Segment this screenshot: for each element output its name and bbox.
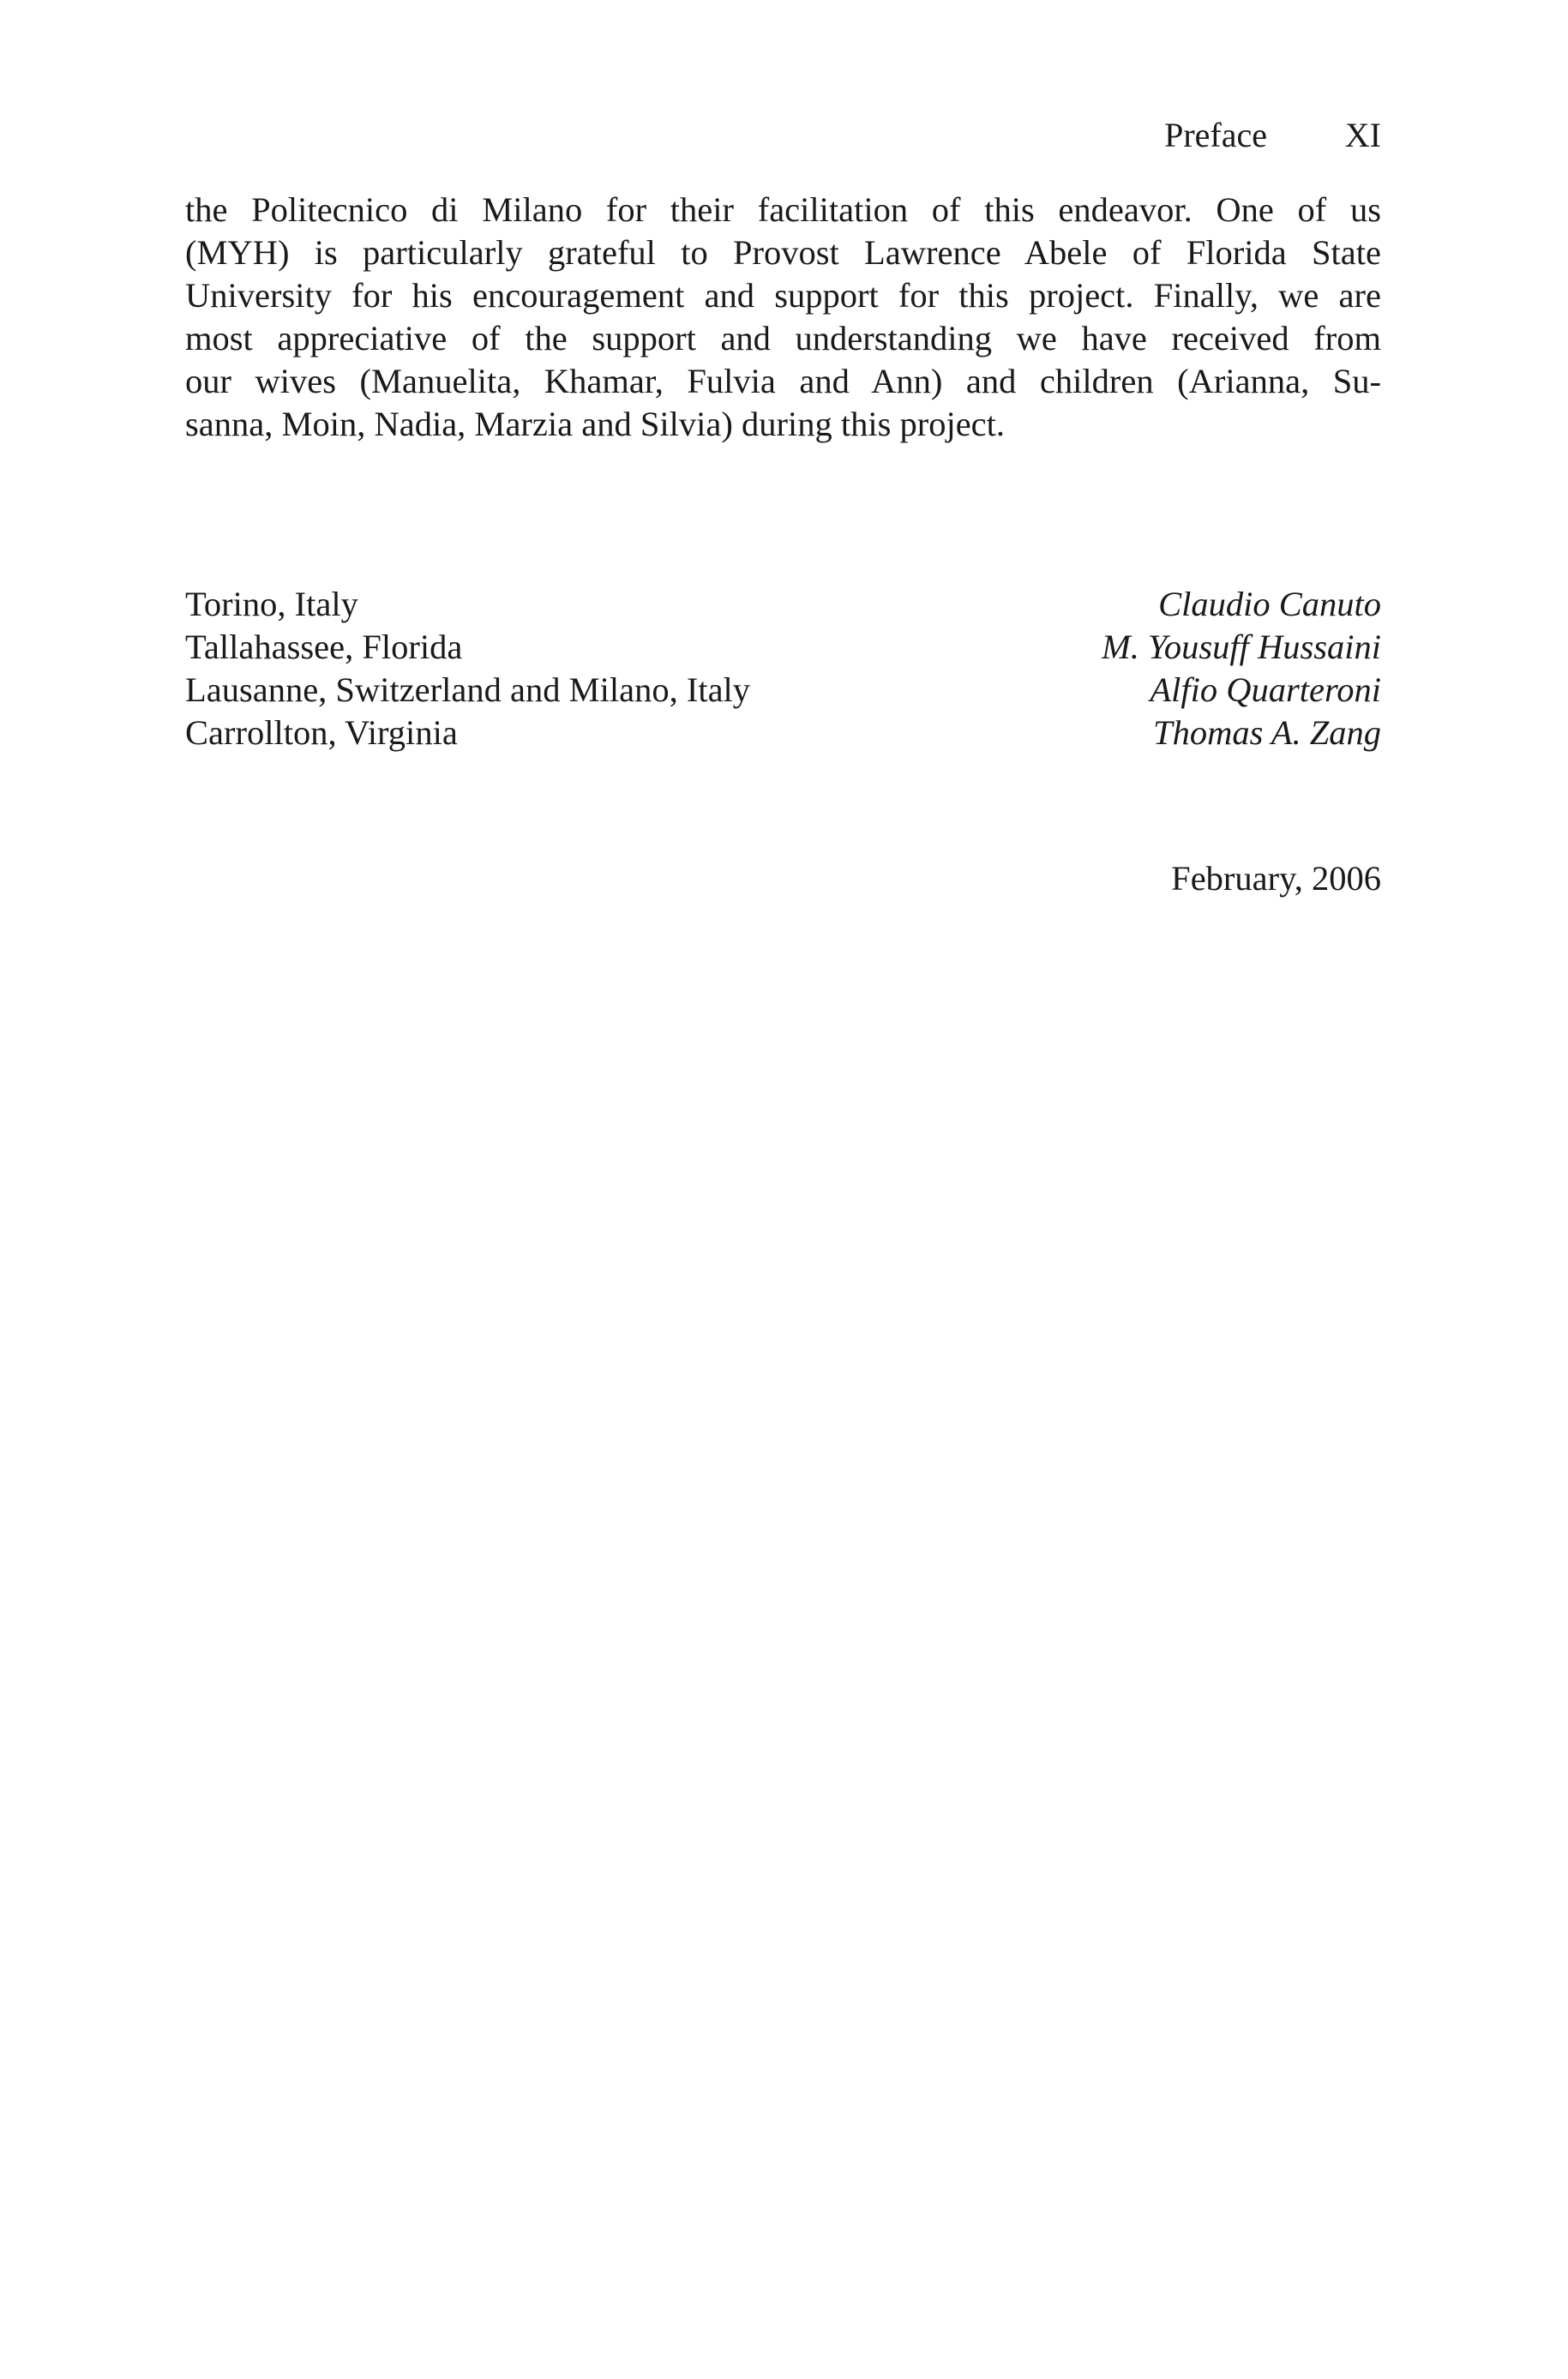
signature-place: Carrollton, Virginia [185,713,458,752]
signature-row [185,712,1381,754]
signature-block [185,583,1381,754]
signature-author: Alfio Quarteroni [1150,670,1381,709]
running-head [185,113,1381,158]
signature-row [185,583,1381,626]
signature-row [185,626,1381,669]
preface-paragraph [185,189,1381,446]
signature-author: M. Yousuff Hussaini [1102,628,1381,666]
signature-author: Thomas A. Zang [1153,713,1381,752]
paragraph-line: our wives (Manuelita, Khamar, Fulvia and Ann) and children (Arianna, Su- [185,362,1381,400]
running-head-section-title: Preface [1164,116,1267,154]
signature-row [185,669,1381,712]
paragraph-line: most appreciative of the support and understanding we have received from [185,319,1381,357]
signature-place: Tallahassee, Florida [185,628,463,666]
paragraph-line: sanna, Moin, Nadia, Marzia and Silvia) during this project. [185,405,1006,443]
page-number: XI [1344,116,1381,154]
paragraph-line: the Politecnico di Milano for their facilitation of this endeavor. One of us [185,190,1381,229]
preface-date: February, 2006 [1171,859,1381,898]
signature-place: Torino, Italy [185,585,358,623]
signature-author: Claudio Canuto [1158,585,1381,623]
paragraph-line: (MYH) is particularly grateful to Provost Lawrence Abele of Florida State [185,233,1381,272]
paragraph-line: University for his encouragement and support for this project. Finally, we are [185,276,1381,315]
signature-place: Lausanne, Switzerland and Milano, Italy [185,670,751,709]
